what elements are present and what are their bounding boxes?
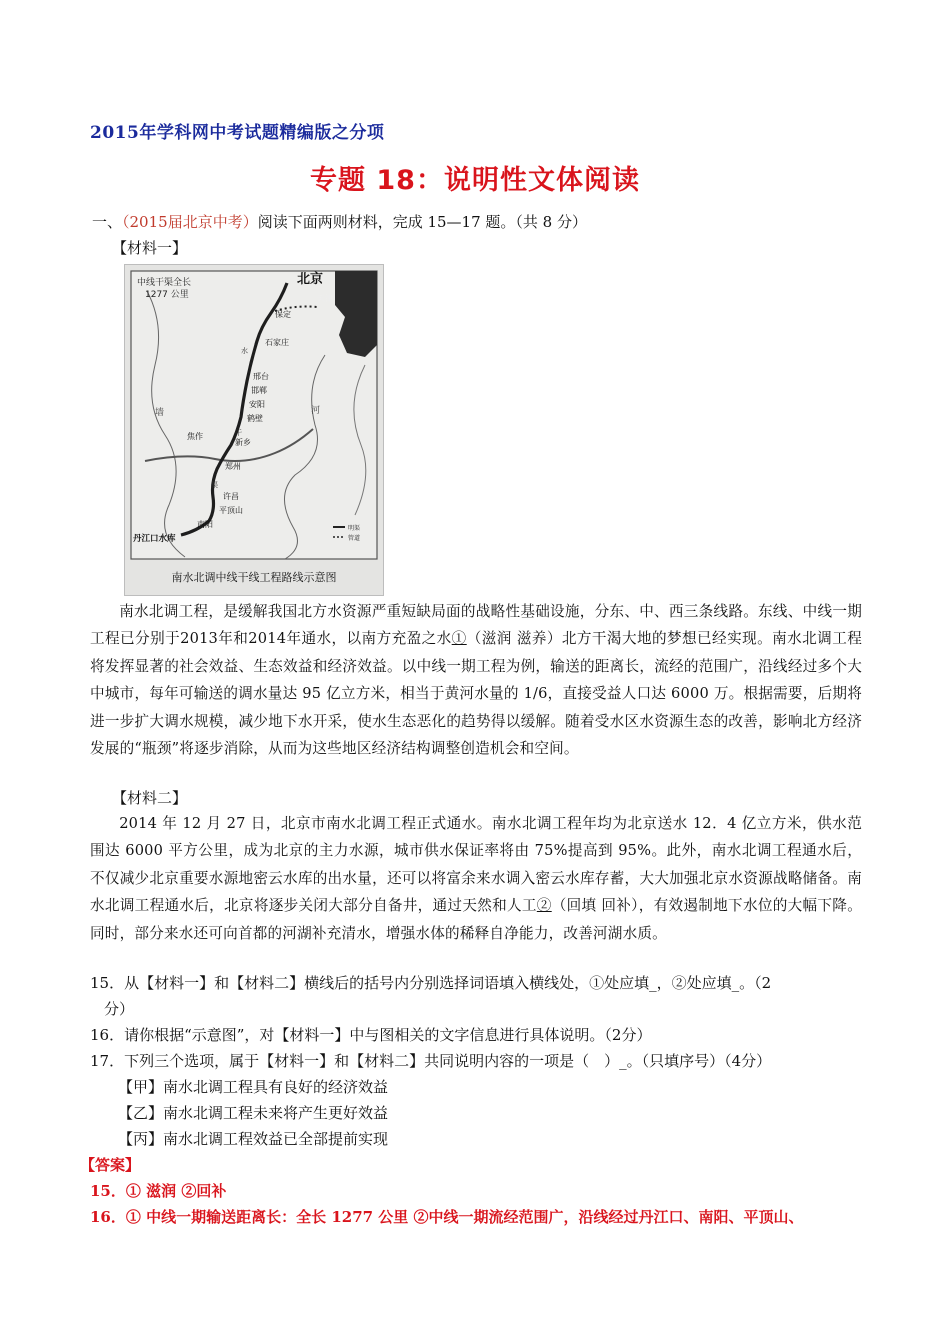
material1-heading: 【材料一】 xyxy=(112,239,188,257)
topic-title: 专题 18：说明性文体阅读 xyxy=(310,165,640,196)
question-intro xyxy=(92,212,587,232)
city-danjiangkou: 丹江口水库 xyxy=(133,534,176,544)
material2-text-part2: （回填 回补），有效遏制地下水位的大幅下降。同时，部分来水还可向首都的河湖补充清水，增强水体的稀释自净能力，改善河湖水质。 xyxy=(90,897,862,942)
material1-text-part1: 南水北调工程，是缓解我国北方水资源严重短缺局面的战略性基础设施，分东、中、西三条线路。东线、中线一期工程已分别于2013年和2014年通水，以南方充盈之水 xyxy=(90,603,862,648)
map-length-value: 1277 公里 xyxy=(145,290,189,300)
series-title: 2015年学科网中考试题精编版之分项 xyxy=(90,123,385,143)
question-source: （2015届北京中考） xyxy=(122,213,258,231)
option-jia: 【甲】南水北调工程具有良好的经济效益 xyxy=(118,1078,389,1096)
map-label-he: 河 xyxy=(311,406,321,416)
city-pingdingshan: 平顶山 xyxy=(219,506,243,515)
question-number: 一、 xyxy=(92,213,123,231)
material2-heading: 【材料二】 xyxy=(112,789,188,807)
map-label-qu: 渠 xyxy=(211,481,218,489)
city-xingtai: 邢台 xyxy=(253,372,269,381)
city-zhengzhou: 郑州 xyxy=(225,462,241,471)
city-handan: 邯郸 xyxy=(251,386,267,395)
map-length-label: 中线干渠全长 xyxy=(137,278,192,288)
material1-text-part2: （滋润 滋养）北方干渴大地的梦想已经实现。南水北调工程将发挥显著的社会效益、生态效益和经济效益。以中线一期工程为例，输送的距离长，流经的范围广，沿线经过多个大中城市，每年可输送的调水量达 95 亿立方米，相当于黄河水量的 1/6，直接受益人口达 6000 万。根据需要，后期将进一步扩大调水规模，减少地下水开采，使水生态恶化的趋势得以缓解。随着受水区水资源生态的改善，影响北方经济发展的“瓶颈”将逐步消除，从而为这些地区经济结构调整创造机会和空间。 xyxy=(90,630,863,758)
city-xinxiang: 新乡 xyxy=(235,438,251,447)
question-instructions: 阅读下面两则材料，完成 15—17 题。（共 8 分） xyxy=(257,213,587,231)
city-tianjin: 天津 xyxy=(317,294,333,303)
map-caption: 南水北调中线干线工程路线示意图 xyxy=(171,571,337,584)
question-16: 16．请你根据“示意图”，对【材料一】中与图相关的文字信息进行具体说明。（2分） xyxy=(90,1026,652,1044)
city-xuchang: 许昌 xyxy=(223,492,239,501)
legend-canal-label: 明渠 xyxy=(348,525,361,532)
material1-paragraph xyxy=(90,598,862,762)
route-map-figure xyxy=(124,264,384,596)
city-baoding: 保定 xyxy=(275,310,291,319)
question-15: 15．从【材料一】和【材料二】横线后的括号内分别选择词语填入横线处，①处应填_，②处应填_。（2 xyxy=(90,974,772,992)
question-15-cont: 分） xyxy=(104,1000,135,1018)
blank-1: ① xyxy=(451,630,467,648)
answer-15: 15．① 滋润 ②回补 xyxy=(90,1182,227,1200)
city-jiaozuo: 焦作 xyxy=(187,432,203,441)
city-beijing: 北京 xyxy=(297,272,324,287)
route-map xyxy=(125,265,383,595)
city-hebi: 鹤壁 xyxy=(247,414,263,423)
city-shijiazhuang: 石家庄 xyxy=(265,338,289,347)
material2-text-part1: 2014 年 12 月 27 日，北京市南水北调工程正式通水。南水北调工程年均为北京送水 12．4 亿立方米，供水范围达 6000 平方公里，成为北京的主力水源，城市供水保证率将由 75%提高到 95%。此外，南水北调工程通水后，不仅减少北京重要水源地密云水库的出水量，还可以将富余来水调入密云水库存蓄，大大加强北京水资源战略储备。南水北调工程通水后，北京将逐步关闭大部分自备井，通过天然和人工 xyxy=(90,815,862,915)
blank-2: ② xyxy=(536,897,552,915)
map-label-qiang: 墙 xyxy=(155,408,165,418)
answer-16: 16．① 中线一期输送距离长：全长 1277 公里 ②中线一期流经范围广，沿线经过丹江口、南阳、平顶山、 xyxy=(90,1208,804,1226)
option-yi: 【乙】南水北调工程未来将产生更好效益 xyxy=(118,1104,389,1122)
legend-pipe-label: 管道 xyxy=(348,535,361,542)
city-anyang: 安阳 xyxy=(249,400,265,409)
question-17: 17．下列三个选项，属于【材料一】和【材料二】共同说明内容的一项是（ ）_。（只填序号）（4分） xyxy=(90,1052,772,1070)
answer-heading: 【答案】 xyxy=(80,1156,141,1174)
material2-paragraph xyxy=(90,810,862,947)
map-label-gan: 干 xyxy=(235,429,242,437)
city-nanyang: 南阳 xyxy=(197,520,213,529)
map-label-shui: 水 xyxy=(241,347,248,355)
option-bing: 【丙】南水北调工程效益已全部提前实现 xyxy=(118,1130,389,1148)
